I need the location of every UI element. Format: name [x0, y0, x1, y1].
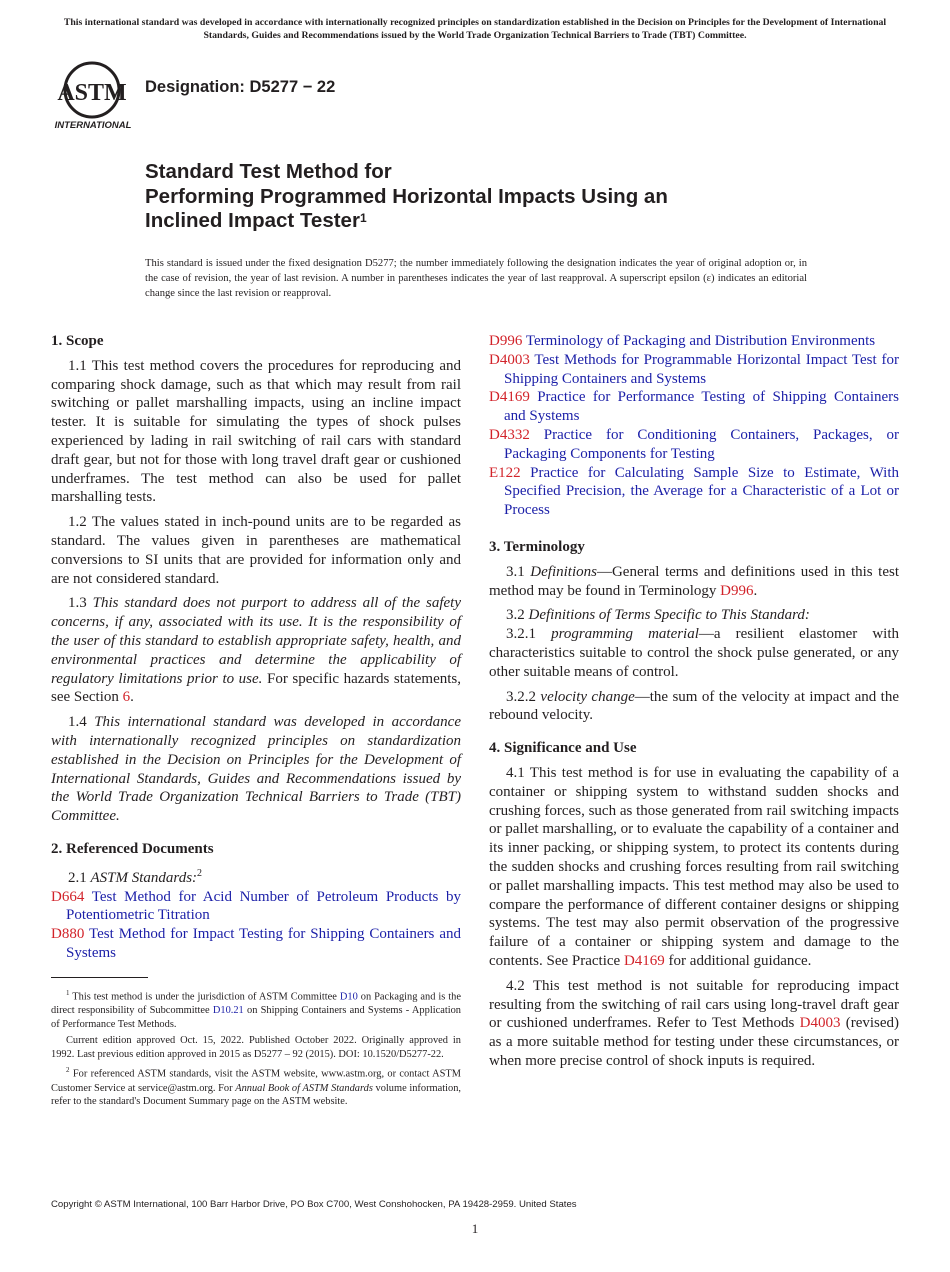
scope-1-4: 1.4 This international standard was developed in accordance with internationally recognized principles on standardization established in the Decision on Principles for the Development of International Standards, Guides and Recommendations issued by the World Trade Organization Technical Barriers to Trade (TBT) Committee. — [51, 714, 461, 825]
d10-link[interactable]: D10 — [339, 991, 358, 1003]
d4003-link[interactable]: D4003 — [799, 1015, 841, 1032]
scope-heading: 1. Scope — [51, 333, 104, 349]
sig-4-1: 4.1 This test method is for use in evaluating the capability of a container or shipping system to withstand sudden shocks and crushing forces, such as those generated from rail switching impacts or pallet marshalling, or to evaluate the capability of a container and its inner packing, or shipping system, to protect its contents during the sudden shocks and crushing forces resulting from rail switching or pallet marshalling impacts. This test method may also be used to compare the performance of different container designs or shipping systems. The test may also permit observation of the progressive failure of a container or shipping system and damage to the contents. See Practice D4169 for additional guidance. — [489, 764, 899, 969]
term-3-1: 3.1 Definitions—General terms and definitions used in this test method may be found in Terminology D996. — [489, 563, 900, 599]
ref-d880[interactable]: D880 Test Method for Impact Testing for Shipping Containers and Systems — [51, 926, 461, 961]
section-6-link[interactable]: 6 — [122, 689, 131, 706]
astm-standards-label: 2.1 ASTM Standards:$^2$ — [68, 867, 203, 886]
ref-d996[interactable]: D996 Terminology of Packaging and Distribution Environments — [489, 333, 876, 349]
right-column — [489, 332, 899, 1077]
document-title — [145, 160, 668, 234]
left-column — [51, 332, 461, 963]
footnote-2: $^2$ For referenced ASTM standards, visit the ASTM website, www.astm.org, or contact ASTM Customer Service at service@astm.org. For Annual Book of ASTM Standards volume information, refer to the standard's Document Summary page on the ASTM website. — [51, 1066, 461, 1108]
d4169-link[interactable]: D4169 — [623, 952, 665, 969]
sig-4-2: 4.2 This test method is not suitable for reproducing impact resulting from the switching of rail cars using long-travel draft gear or cushioned underframes. Refer to Test Methods D4003 (revised) as a more suitable method for testing under these circumstances, or when more precise control of shock inputs is required. — [489, 977, 900, 1069]
footnote-1: $^1$ This test method is under the jurisdiction of ASTM Committee D10 on Packaging and is the direct responsibility of Subcommittee D10.21 on Shipping Containers and Systems - Application of Performance Test Methods. — [51, 989, 461, 1030]
ref-d664[interactable]: D664 Test Method for Acid Number of Petroleum Products by Potentiometric Titration — [51, 888, 461, 924]
footnotes — [51, 987, 461, 1112]
significance-heading: 4. Significance and Use — [489, 740, 637, 757]
title-line-1: Standard Test Method for — [145, 160, 392, 183]
footnote-1-edition: Current edition approved Oct. 15, 2022. Published October 2022. Originally approved in 1992. Last previous edition approved in 2015 as D5277 – 92 (2015). DOI: 10.1520/D5277-22. — [51, 1035, 461, 1060]
terminology-heading: 3. Terminology — [489, 538, 585, 555]
ref-e122[interactable]: E122 Practice for Calculating Sample Size to Estimate, With Specified Precision, the Average for a Characteristic of a Lot or Process — [489, 464, 899, 519]
title-line-3: Inclined Impact Tester$^1$ — [145, 209, 367, 232]
ref-d4169[interactable]: D4169 Practice for Performance Testing of Shipping Containers and Systems — [489, 389, 899, 425]
astm-logo — [52, 58, 134, 130]
term-3-2: 3.2 Definitions of Terms Specific to This Standard: — [506, 607, 810, 624]
issued-note: This standard is issued under the fixed designation D5277; the number immediately following the designation indicates the year of original adoption or, in the case of revision, the year of last revision. A number in parentheses indicates the year of last reapproval. A superscript epsilon (ε) indicates an editorial change since the last revision or reapproval. — [145, 258, 807, 299]
ref-d4332[interactable]: D4332 Practice for Conditioning Containers, Packages, or Packaging Components for Testing — [489, 426, 900, 462]
term-3-2-1: 3.2.1 programming material—a resilient elastomer with characteristics suitable to control the shock pulse generated, or any other suitable means of control. — [489, 626, 900, 680]
ref-d4003[interactable]: D4003 Test Methods for Programmable Horizontal Impact Test for Shipping Containers and Systems — [489, 351, 899, 387]
top-notice: This international standard was developed in accordance with internationally recognized principles on standardization established in the Decision on Principles for the Development of International Standards, Guides and Recommendations issued by the World Trade Organization Technical Barriers to Trade (TBT) Committee. — [63, 17, 887, 41]
logo-letters: ASTM — [57, 80, 127, 106]
refdocs-heading: 2. Referenced Documents — [51, 840, 214, 857]
scope-1-1: 1.1 This test method covers the procedures for reproducing and comparing shock damage, such as that which may result from rail switching or pallet marshalling impacts, using an incline impact tester. It is suitable for simulating the types of shock pulses experienced by lading in rail switching of rail cars with standard draft gear, but not for those with long travel draft gear or cushioned underframes. The test method can also be used for pallet marshalling tests. — [51, 357, 461, 506]
d10-21-link[interactable]: D10.21 — [212, 1005, 244, 1017]
title-footnote-mark: 1 — [359, 211, 367, 225]
scope-1-2: 1.2 The values stated in inch-pound units are to be regarded as standard. The values given in parentheses are mathematical conversions to SI units that are provided for information only and are not considered standard. — [51, 514, 461, 587]
d996-link[interactable]: D996 — [720, 582, 754, 599]
copyright: Copyright © ASTM International, 100 Barr Harbor Drive, PO Box C700, West Conshohocken, PA 19428-2959. United States — [51, 1199, 577, 1210]
designation: Designation: D5277 − 22 — [145, 78, 336, 96]
title-line-2: Performing Programmed Horizontal Impacts Using an — [145, 184, 668, 208]
term-3-2-2: 3.2.2 velocity change—the sum of the velocity at impact and the rebound velocity. — [489, 688, 899, 724]
page-number: 1 — [471, 1221, 479, 1236]
scope-1-3: 1.3 This standard does not purport to address all of the safety concerns, if any, associated with its use. It is the responsibility of the user of this standard to establish appropriate safety, health, and environmental practices and determine the applicability of regulatory limitations prior to use. For specific hazards statements, see Section 6. — [51, 595, 462, 706]
footnote-rule — [51, 977, 148, 978]
logo-text: INTERNATIONAL — [54, 120, 132, 130]
